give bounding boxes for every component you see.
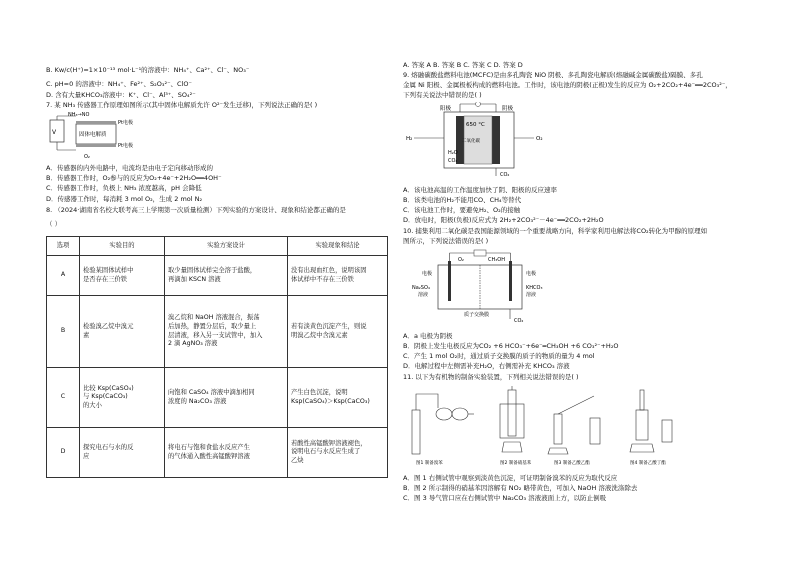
row-result: 产生白色沉淀，说明 Ksp(CaSO₄)＞Ksp(CaCO₃) (288, 368, 388, 428)
q8-stem-paren: （ ） (46, 220, 62, 228)
top-pt-electrode (76, 121, 116, 124)
q11-option-b: B．图 2 所示制得的硝基苯因溶解有 NO₂ 略带黄色，可加入 NaOH 溶液洗涤除去 (403, 484, 638, 492)
nh3-sensor-figure (46, 112, 156, 162)
q11-stem: 11. 以下为有机物的制备实验装置，下列相关说法错误的是( ) (403, 373, 579, 381)
q9-option-d: D．放电时，阳极(负极)反应式为 2H₂+2CO₃²⁻－4e⁻══2CO₂+2H₂O (403, 216, 604, 224)
row-option: C (47, 368, 80, 428)
header-design: 实验方案设计 (165, 237, 288, 256)
table-row (47, 368, 388, 428)
q9-option-b: B．该类电池的H₂不能用CO、CH₄等替代 (403, 196, 522, 204)
mcfc-figure (404, 102, 554, 178)
co2-label: CO₂ (448, 158, 458, 164)
q9-stem-line3: 下列有关说法中错误的是( ) (403, 91, 482, 99)
option-c-line: C. pH=0 的溶液中：NH₄⁺、Fe²⁺、S₂O₃²⁻、ClO⁻ (46, 80, 192, 88)
q10-stem-line1: 10. 捕集利用二氧化碳是我国能源领域的一个重要战略方向，科学家利用电解法将CO₂转化为甲醇的原理如 (403, 227, 708, 235)
nh3-no-label: NH₃→NO (68, 112, 90, 118)
row-design: 溴乙烷和 NaOH 溶液混合，振荡 后加热，静置分层后，取少量上 层清液，移入另一支试管中，加入 2 滴 AgNO₃ 溶液 (165, 296, 288, 368)
o2-label: O₂ (536, 136, 543, 142)
membrane-label: 二氧化碳 (462, 139, 480, 144)
q9-stem-line2: 金属 Ni 阳极、金属极板构成的燃料电池。工作时，该电池的阴极(正极)发生的反应为 O₂+2CO₂+4e⁻══2CO₃²⁻， (403, 81, 732, 89)
cathode-plate (492, 116, 500, 164)
q9-option-c: C．该电池工作时，要避免H₂、O₂的接触 (403, 206, 521, 214)
table-row (47, 256, 388, 296)
q10-stem-line2: 图所示，下列说法错误的是( ) (403, 237, 489, 245)
q7-stem: 7. 某 NH₃ 传感器工作原理如图所示(其中固体电解质允许 O²⁻发生迁移)，下列说法正确的是( ) (46, 101, 318, 109)
row-purpose: 比较 Ksp(CaSO₄) 与 Ksp(CaCO₃) 的大小 (80, 368, 165, 428)
khco3-label: KHCO₃ (526, 285, 543, 291)
row-option: B (47, 296, 80, 368)
q11-apparatus-figures (404, 384, 694, 468)
q11-option-a: A．图 1 右侧试管中观察到淡黄色沉淀，可证明制备溴苯的反应为取代反应 (403, 474, 618, 482)
co2-label: CO₂ (514, 318, 524, 324)
row-option: A (47, 256, 80, 296)
cathode-label: 阴极 (502, 106, 514, 112)
q9-option-a: A．该电池高温的工作温度加快了阴、阳极的反应速率 (403, 186, 557, 194)
row-result: 没有出现血红色，说明该固 体试样中不存在三价铁 (288, 256, 388, 296)
fig4-butyl-acetate-apparatus (630, 390, 672, 466)
load-icon (476, 102, 481, 107)
fig2-caption: 图2 制备硝基苯 (500, 461, 532, 466)
q10-option-a: A．a 电极为阴极 (403, 332, 453, 340)
o2-label: O₂ (458, 257, 464, 263)
voltmeter-v: V (52, 129, 57, 136)
left-electrode-label: 电极 (422, 271, 433, 277)
q7-option-d: D．传感器工作时，每消耗 3 mol O₂，生成 2 mol N₂ (46, 195, 203, 203)
option-b-line: B. Kw/c(H⁺)=1×10⁻¹³ mol·L⁻¹的溶液中：NH₄⁺、Ca²⁺、Cl⁻、NO₃⁻ (46, 66, 250, 74)
co2-electrolysis-figure (404, 249, 554, 325)
membrane-label: 质子交换膜 (464, 312, 490, 318)
bottom-electrode-label: Pt电极 (118, 143, 133, 149)
temperature-label: 650 °C (466, 122, 485, 128)
q7-option-a: A．传感器的内外电路中，电流均是由电子定向移动形成的 (46, 164, 213, 172)
option-d-line: D. 含有大量KHCO₃溶液中：K⁺、Cl⁻、Al³⁺、SO₄²⁻ (46, 91, 196, 99)
fig4-caption: 图4 制备乙酸丁酯 (630, 461, 666, 466)
khco3-solution-label: 溶液 (526, 292, 537, 298)
row-design: 将电石与饱和食盐水反应产生 的气体通入酸性高锰酸钾溶液 (165, 428, 288, 478)
q9-stem-line1: 9. 熔融碳酸盐燃料电池(MCFC)是由多孔陶瓷 NiO 阴极、多孔陶瓷电解质(熔融碱金属碳酸盐)隔膜、多孔 (403, 71, 703, 79)
bottom-pt-electrode (76, 144, 116, 147)
na2so4-solution-label: 溶液 (418, 292, 429, 298)
na2so4-label: Na₂SO₄ (412, 285, 430, 291)
row-design: 取少量固体试样完全溶于盐酸， 再滴加 KSCN 溶液 (165, 256, 288, 296)
table-row (47, 296, 388, 368)
q10-option-d: D．电解过程中左侧需补充H₂O，右侧需补充 KHCO₃ 溶液 (403, 362, 570, 370)
fig1-bromobenzene-apparatus (412, 394, 474, 466)
row-purpose: 探究电石与水的反 应 (80, 428, 165, 478)
co2-inlet-label: CO₂ (500, 172, 510, 178)
header-purpose: 实验目的 (80, 237, 165, 256)
row-result: 若有淡黄色沉淀产生，则说 明溴乙烷中含溴元素 (288, 296, 388, 368)
electrolyte-label: 固体电解质 (79, 132, 107, 138)
table-header-row (47, 237, 388, 256)
right-column (400, 0, 794, 562)
right-electrode-label: 电极 (526, 271, 537, 277)
row-purpose: 检验溴乙烷中溴元 素 (80, 296, 165, 368)
q7-option-c: C．传感器工作时，负极上 NH₃ 浓度越高，pH 会降低 (46, 184, 202, 192)
header-option: 选项 (47, 237, 80, 256)
q8-answer-options: A. 答案 A B. 答案 B C. 答案 C D. 答案 D (403, 61, 523, 69)
header-result: 实验现象和结论 (288, 237, 388, 256)
anode-label: 阳极 (440, 106, 452, 112)
o2-label: O₂ (84, 154, 90, 160)
fig3-caption: 图3 制备乙酸乙酯 (554, 461, 590, 466)
q11-option-c: C．图 3 导气管口应在右侧试管中 Na₂CO₃ 溶液液面上方，以防止倒吸 (403, 494, 607, 502)
ch3oh-label: CH₃OH (488, 257, 505, 263)
q8-table (46, 236, 388, 478)
top-electrode-label: Pt电极 (118, 120, 133, 126)
fig2-nitrobenzene-apparatus (500, 386, 532, 466)
h2o-label: H₂O (448, 150, 458, 156)
row-purpose: 检验某固体试样中 是否存在三价铁 (80, 256, 165, 296)
row-design: 向饱和 CaSO₄ 溶液中滴加相同 浓度的 Na₂CO₃ 溶液 (165, 368, 288, 428)
left-electrode (448, 261, 451, 301)
row-option: D (47, 428, 80, 478)
fig1-caption: 图1 制备溴苯 (416, 461, 443, 466)
power-source (474, 250, 486, 256)
fig3-ethyl-acetate-apparatus (548, 396, 600, 466)
right-electrode (509, 261, 512, 301)
q10-option-c: C．产生 1 mol O₂时，通过质子交换膜的质子的物质的量为 4 mol (403, 352, 595, 360)
q7-option-b: B．传感器工作时，O₂参与的反应为O₂+4e⁻+2H₂O══4OH⁻ (46, 174, 222, 182)
row-result: 若酸性高锰酸钾溶液褪色， 说明电石与水反应生成了 乙炔 (288, 428, 388, 478)
q8-stem: 8. （2024·湖南省名校大联考高三上学期第一次质量检测）下列实验的方案设计、现象和结论都正确的是 (46, 206, 346, 214)
q10-option-b: B．阴极上发生电极反应为CO₂ +6 HCO₃⁻+6e⁻═CH₃OH +6 CO₃²⁻+H₂O (403, 342, 619, 350)
h2-label: H₂ (406, 136, 413, 142)
table-row (47, 428, 388, 478)
